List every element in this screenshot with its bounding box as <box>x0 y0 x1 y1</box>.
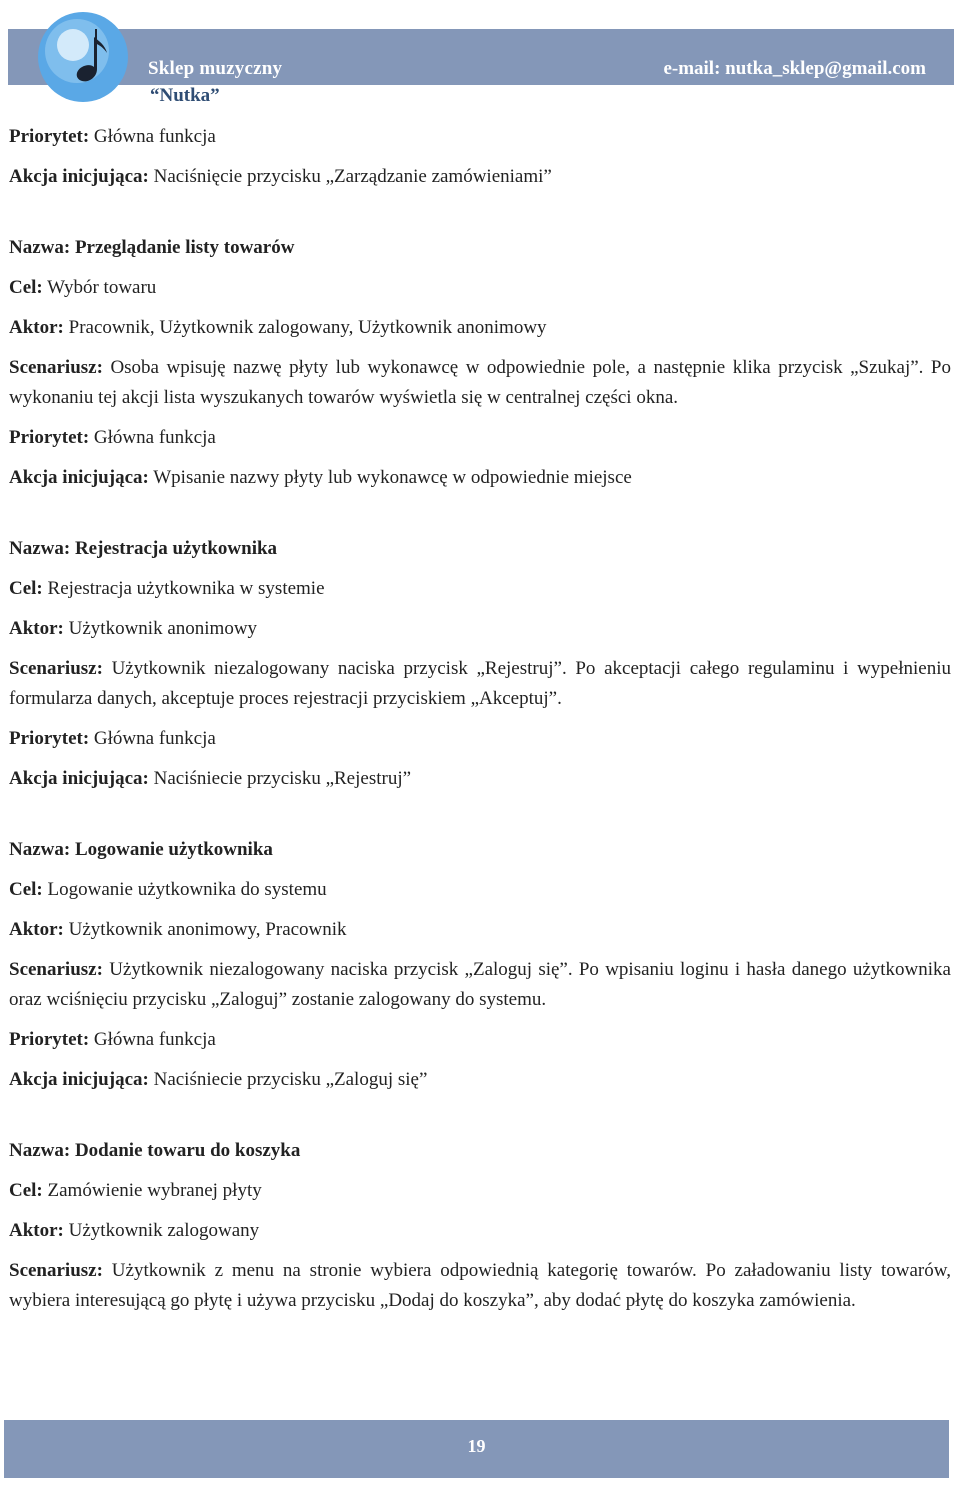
use-case-trigger: Akcja inicjująca: Naciśniecie przycisku „Rejestruj” <box>9 768 412 789</box>
use-case-scenario: Scenariusz: Użytkownik niezalogowany naciska przycisk „Rejestruj”. Po akceptacji całego regulaminu i wypełnieniu formularza danych, akceptuje proces rejestracji przyciskiem „Akceptuj”. <box>9 658 951 709</box>
use-case-actor: Aktor: Użytkownik anonimowy, Pracownik <box>9 919 347 940</box>
use-case-goal: Cel: Rejestracja użytkownika w systemie <box>9 578 325 599</box>
use-case-name: Nazwa: Przeglądanie listy towarów <box>9 237 295 258</box>
use-case-goal: Cel: Wybór towaru <box>9 277 157 298</box>
use-case-scenario: Scenariusz: Użytkownik z menu na stronie wybiera odpowiednią kategorię towarów. Po załadowaniu listy towarów, wybiera interesującą go płytę i używa przycisku „Dodaj do koszyka”, aby dodać płytę do koszyka zamówienia. <box>9 1260 951 1311</box>
use-case-trigger: Akcja inicjująca: Wpisanie nazwy płyty lub wykonawcę w odpowiednie miejsce <box>9 467 632 488</box>
contact-email: e-mail: nutka_sklep@gmail.com <box>663 58 926 79</box>
use-case-scenario: Scenariusz: Osoba wpisuję nazwę płyty lub wykonawcę w odpowiednie pole, a następnie klika przycisk „Szukaj”. Po wykonaniu tej akcji lista wyszukanych towarów wyświetla się w centralnej części okna. <box>9 357 951 408</box>
music-note-icon <box>37 11 129 103</box>
use-case-goal: Cel: Logowanie użytkownika do systemu <box>9 879 327 900</box>
use-case-name: Nazwa: Rejestracja użytkownika <box>9 538 278 559</box>
page-number: 19 <box>467 1436 486 1456</box>
use-case-scenario: Scenariusz: Użytkownik niezalogowany naciska przycisk „Zaloguj się”. Po wpisaniu loginu i hasła danego użytkownika oraz wciśnięciu przycisku „Zaloguj” zostanie zalogowany do systemu. <box>9 959 951 1010</box>
use-case-trigger: Akcja inicjująca: Naciśniecie przycisku „Zaloguj się” <box>9 1069 428 1090</box>
document-body <box>9 122 951 1326</box>
use-case-name: Nazwa: Logowanie użytkownika <box>9 839 273 860</box>
brand-subtitle: “Nutka” <box>150 85 220 106</box>
footer-bar <box>4 1420 949 1478</box>
brand-name: Sklep muzyczny <box>148 58 283 79</box>
priority-line: Priorytet: Główna funkcja <box>9 126 216 147</box>
trigger-line: Akcja inicjująca: Naciśnięcie przycisku „Zarządzanie zamówieniami” <box>9 166 552 187</box>
use-case-actor: Aktor: Pracownik, Użytkownik zalogowany, Użytkownik anonimowy <box>9 317 547 338</box>
use-case-actor: Aktor: Użytkownik anonimowy <box>9 618 258 639</box>
use-case-priority: Priorytet: Główna funkcja <box>9 427 216 448</box>
use-case-name: Nazwa: Dodanie towaru do koszyka <box>9 1140 301 1161</box>
use-case-section <box>9 534 951 794</box>
use-case-section <box>9 835 951 1095</box>
use-case-priority: Priorytet: Główna funkcja <box>9 1029 216 1050</box>
use-case-priority: Priorytet: Główna funkcja <box>9 728 216 749</box>
use-case-section <box>9 233 951 493</box>
use-case-actor: Aktor: Użytkownik zalogowany <box>9 1220 260 1241</box>
use-case-section <box>9 1136 951 1316</box>
use-case-goal: Cel: Zamówienie wybranej płyty <box>9 1180 262 1201</box>
